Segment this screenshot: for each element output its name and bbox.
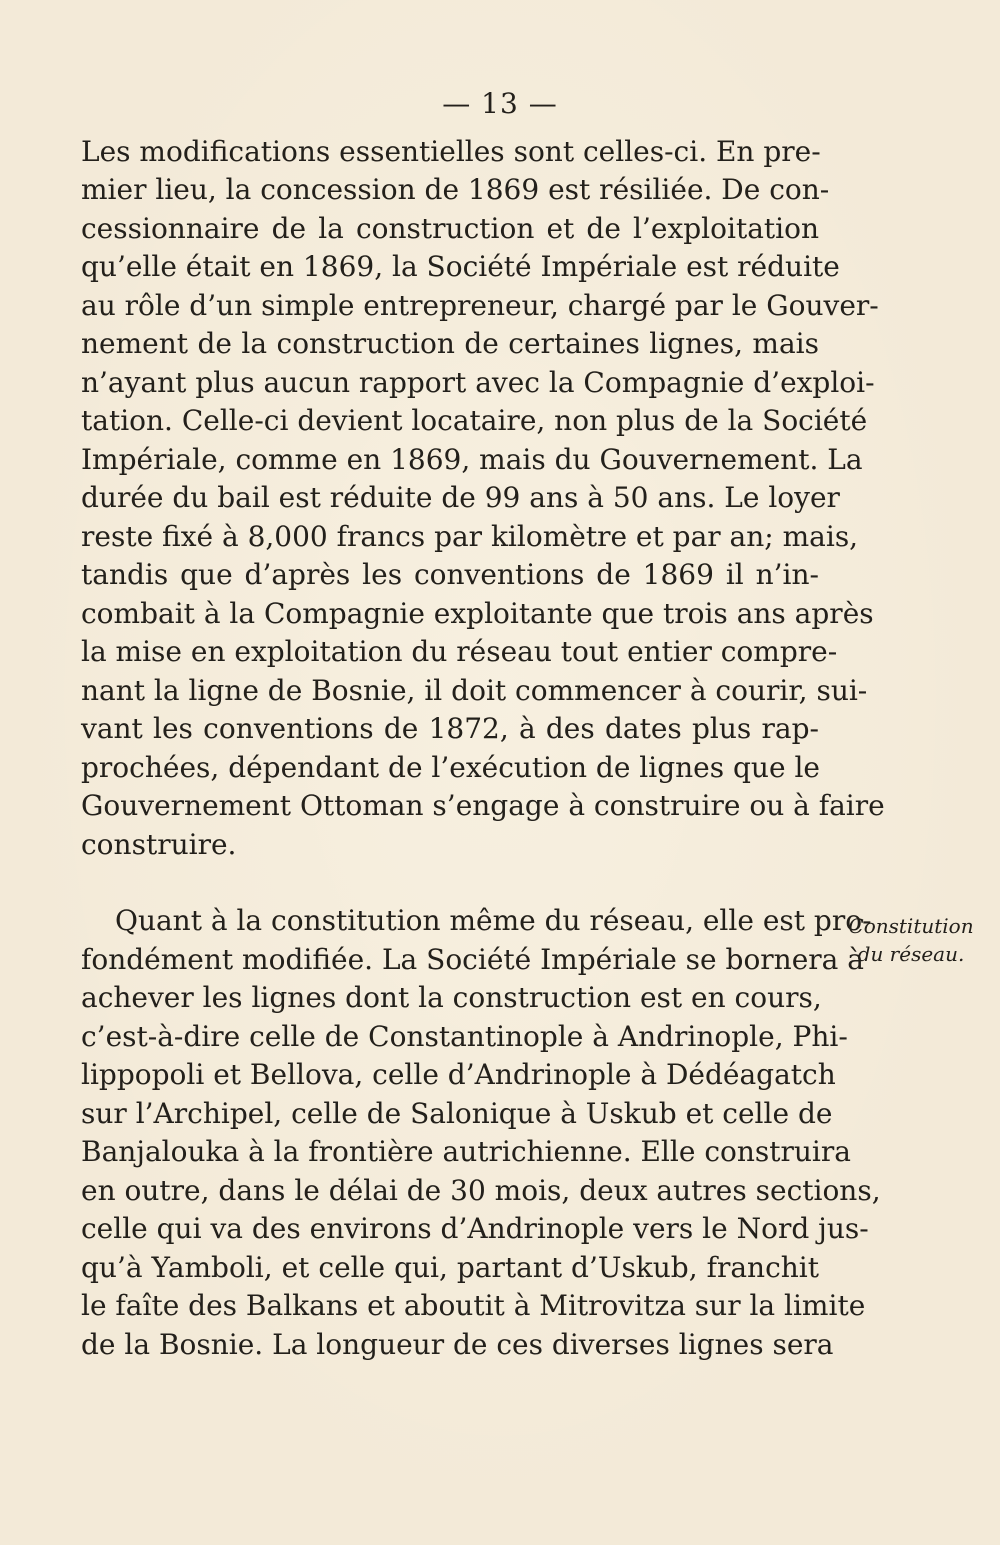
text-line: nant la ligne de Bosnie, il doit commencer à courir, sui- <box>81 674 868 707</box>
margin-note-line: Constitution <box>848 914 974 938</box>
text-line: Banjalouka à la frontière autrichienne. Elle construira <box>81 1135 851 1168</box>
text-line: le faîte des Balkans et aboutit à Mitrovitza sur la limite <box>81 1289 866 1322</box>
text-line: lippopoli et Bellova, celle d’Andrinople à Dédéagatch <box>81 1058 836 1091</box>
text-line: au rôle d’un simple entrepreneur, chargé par le Gouver- <box>81 289 879 322</box>
text-line: la mise en exploitation du réseau tout entier compre- <box>81 635 838 668</box>
text-line: Quant à la constitution même du réseau, elle est pro- <box>115 904 872 937</box>
text-line: construire. <box>81 828 237 861</box>
text-line: Gouvernement Ottoman s’engage à construire ou à faire <box>81 789 885 822</box>
text-line: n’ayant plus aucun rapport avec la Compagnie d’exploi- <box>81 366 875 399</box>
text-line: reste fixé à 8,000 francs par kilomètre et par an; mais, <box>81 520 859 553</box>
text-line: durée du bail est réduite de 99 ans à 50 ans. Le loyer <box>81 481 840 514</box>
text-line: vant les conventions de 1872, à des dates plus rap- <box>81 712 819 745</box>
margin-note-line: du réseau. <box>857 942 965 966</box>
text-line: combait à la Compagnie exploitante que trois ans après <box>81 597 874 630</box>
text-line: qu’elle était en 1869, la Société Impériale est réduite <box>81 250 840 283</box>
text-line: cessionnaire de la construction et de l’exploitation <box>81 212 819 245</box>
text-line: nement de la construction de certaines lignes, mais <box>81 327 819 360</box>
text-line: Impériale, comme en 1869, mais du Gouvernement. La <box>81 443 863 476</box>
text-line: tation. Celle-ci devient locataire, non plus de la Société <box>81 404 868 437</box>
text-line: fondément modifiée. La Société Impériale se bornera à <box>81 943 864 976</box>
text-line: achever les lignes dont la construction est en cours, <box>81 981 822 1014</box>
page-number: — 13 — <box>442 87 558 120</box>
text-line: celle qui va des environs d’Andrinople vers le Nord jus- <box>81 1212 869 1245</box>
text-line: tandis que d’après les conventions de 1869 il n’in- <box>81 558 819 591</box>
text-line: prochées, dépendant de l’exécution de lignes que le <box>81 751 820 784</box>
text-line: Les modifications essentielles sont celles-ci. En pre- <box>81 135 821 168</box>
text-line: mier lieu, la concession de 1869 est résiliée. De con- <box>81 173 830 206</box>
text-line: de la Bosnie. La longueur de ces diverses lignes sera <box>81 1328 834 1361</box>
text-line: c’est-à-dire celle de Constantinople à Andrinople, Phi- <box>81 1020 848 1053</box>
text-line: en outre, dans le délai de 30 mois, deux autres sections, <box>81 1174 881 1207</box>
text-line: sur l’Archipel, celle de Salonique à Uskub et celle de <box>81 1097 833 1130</box>
text-line: qu’à Yamboli, et celle qui, partant d’Uskub, franchit <box>81 1251 819 1284</box>
